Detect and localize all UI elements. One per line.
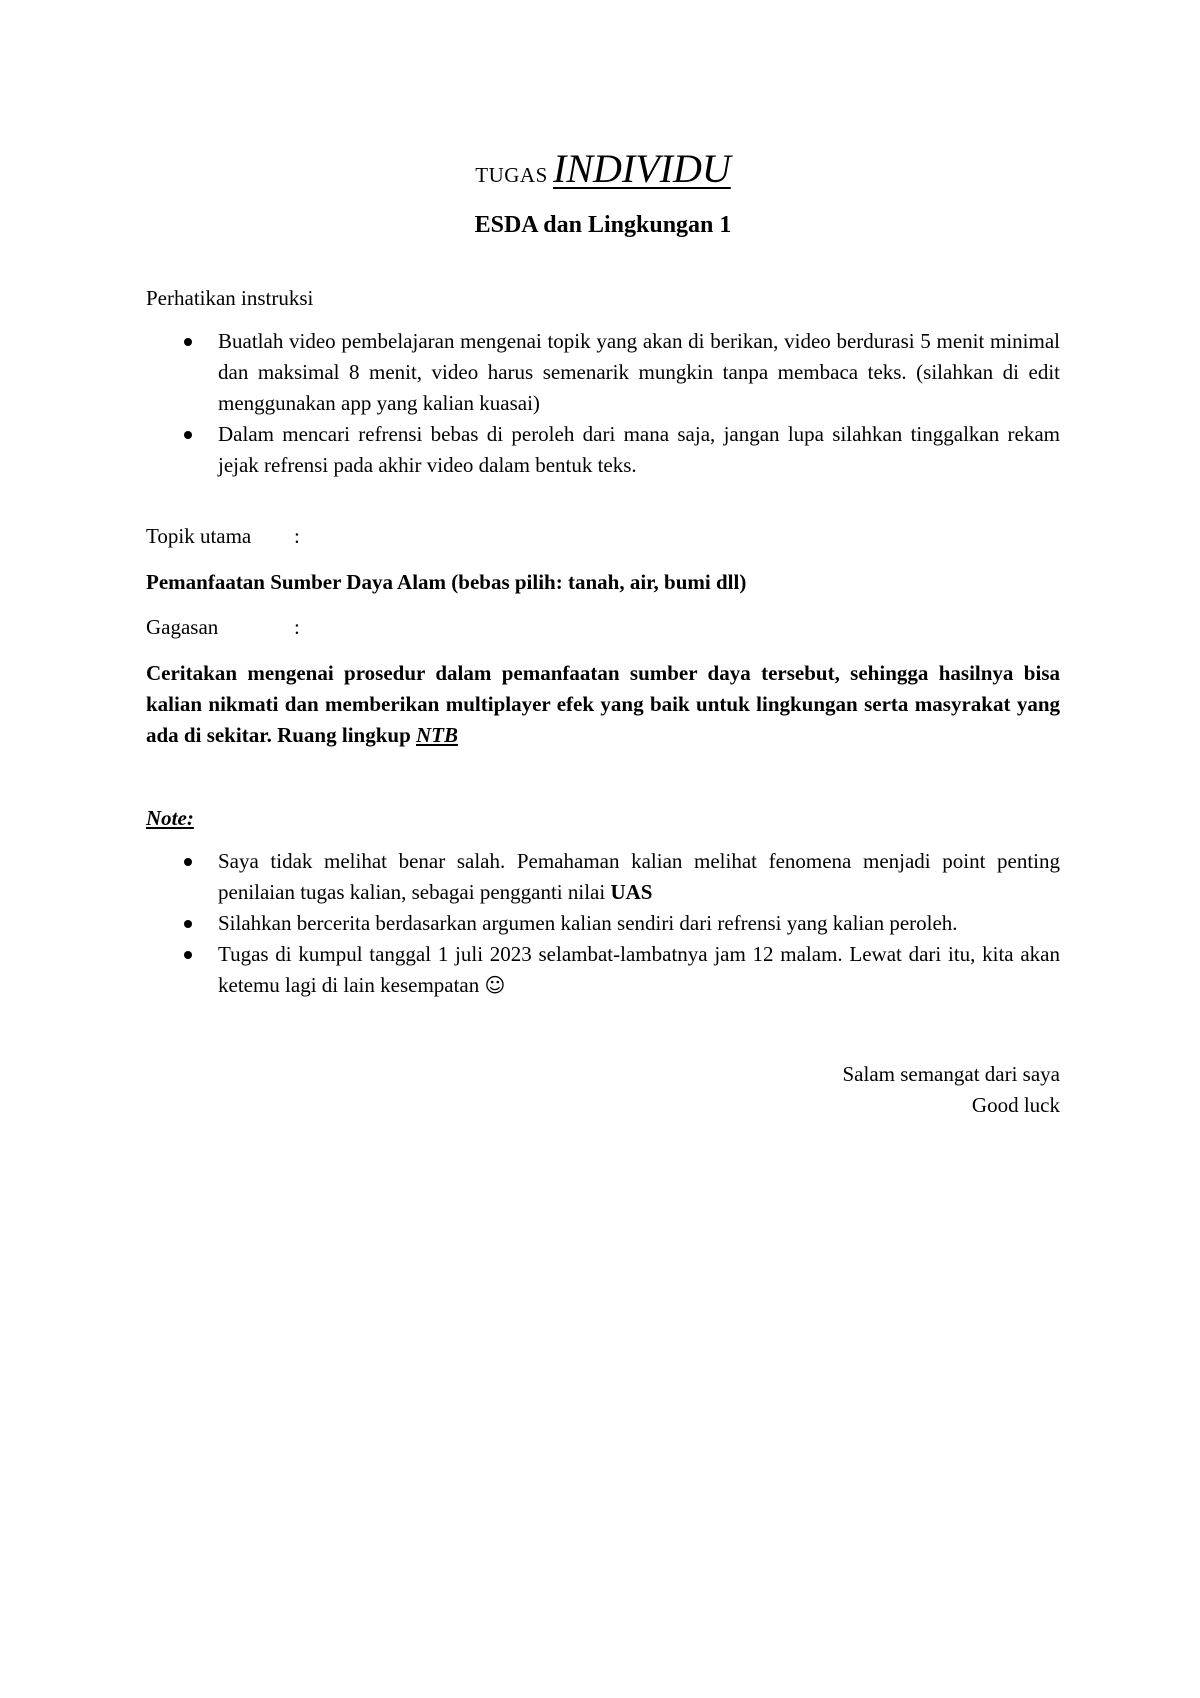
note-item	[146, 939, 1060, 1001]
closing-line: Salam semangat dari saya	[842, 1062, 1060, 1086]
bullet-icon	[184, 951, 192, 959]
topik-row	[146, 521, 1060, 552]
topik-colon: :	[294, 524, 300, 548]
page-title	[146, 140, 1060, 198]
instruction-item	[146, 326, 1060, 419]
note-bold: UAS	[610, 880, 653, 904]
topik-label: Topik utama	[146, 524, 252, 548]
bullet-icon	[184, 858, 192, 866]
bullet-icon	[184, 920, 192, 928]
smiley-face-icon: ☺	[484, 973, 506, 997]
note-label: Note:	[146, 806, 194, 830]
instruction-text: Dalam mencari refrensi bebas di peroleh dari mana saja, jangan lupa silahkan tinggalkan rekam jejak refrensi pada akhir video dalam bentuk teks.	[218, 422, 1060, 477]
instructions-heading: Perhatikan instruksi	[146, 286, 314, 310]
instruction-text: Buatlah video pembelajaran mengenai topik yang akan di berikan, video berdurasi 5 menit minimal dan maksimal 8 menit, video harus semenarik mungkin tanpa membaca teks. (silahkan di edit menggunakan app yang kalian kuasai)	[218, 329, 1060, 415]
page-subtitle: ESDA dan Lingkungan 1	[474, 212, 732, 238]
note-heading	[146, 803, 1060, 834]
instructions-list	[146, 326, 1060, 481]
gagasan-row	[146, 612, 1060, 643]
note-item	[146, 846, 1060, 908]
note-item	[146, 908, 1060, 939]
title-main: INDIVIDU	[553, 146, 731, 191]
note-list	[146, 846, 1060, 1001]
closing-block	[146, 1059, 1060, 1121]
gagasan-text: Ceritakan mengenai prosedur dalam pemanfaatan sumber daya tersebut, sehingga hasilnya bisa kalian nikmati dan memberikan multiplayer efek yang baik untuk lingkungan serta masyrakat yang ada di sekitar. Ruang lingkup	[146, 661, 1060, 747]
gagasan-emphasis: NTB	[416, 723, 458, 747]
gagasan-colon: :	[294, 615, 300, 639]
gagasan-label: Gagasan	[146, 615, 219, 639]
gagasan-value	[146, 658, 1060, 751]
instruction-item	[146, 419, 1060, 481]
bullet-icon	[184, 431, 192, 439]
topik-value: Pemanfaatan Sumber Daya Alam (bebas pilih: tanah, air, bumi dll)	[146, 570, 747, 594]
document-body	[146, 140, 1060, 1121]
bullet-icon	[184, 338, 192, 346]
note-text: Saya tidak melihat benar salah. Pemahaman kalian melihat fenomena menjadi point penting penilaian tugas kalian, sebagai pengganti nilai	[218, 849, 1060, 904]
note-text: Silahkan bercerita berdasarkan argumen kalian sendiri dari refrensi yang kalian peroleh.	[218, 911, 958, 935]
closing-line: Good luck	[971, 1093, 1060, 1117]
title-prefix: TUGAS	[475, 163, 548, 187]
note-text: Tugas di kumpul tanggal 1 juli 2023 selambat-lambatnya jam 12 malam. Lewat dari itu, kita akan ketemu lagi di lain kesempatan	[218, 942, 1060, 997]
